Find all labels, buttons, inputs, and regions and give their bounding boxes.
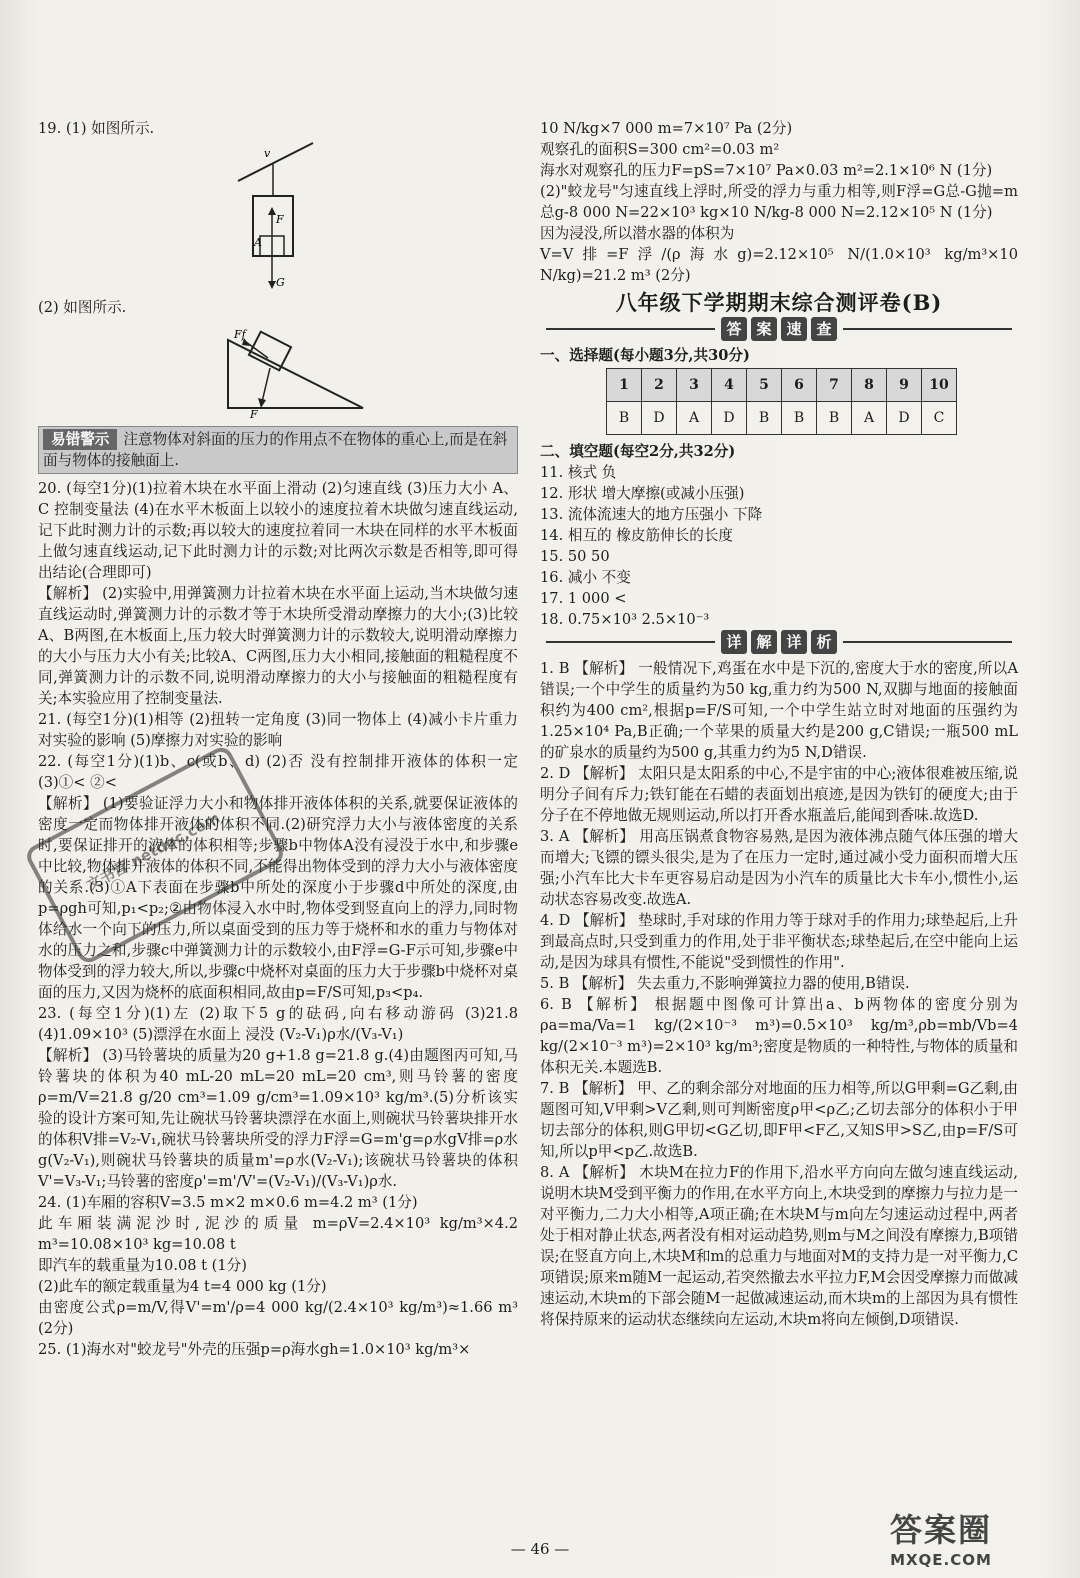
page-number: — 46 —: [510, 1540, 570, 1558]
answer-num: 6: [782, 369, 817, 402]
q22-answer: 22. (每空1分)(1)b、c(或b、d) (2)否 没有控制排开液体的体积一定 (3)①< ②<: [38, 753, 518, 791]
warning-text: 注意物体对斜面的压力的作用点不在物体的重心上,而是在斜面与物体的接触面上.: [43, 431, 508, 469]
fill-answer: 11. 核式 负: [540, 464, 617, 481]
analysis-4: 4. D 【解析】 垫球时,手对球的作用力等于球对手的作用力;球垫起后,上升到最高点时,只受到重力的作用,处于非平衡状态;球垫起后,在空中能向上运动,是因为球具有惯性,不能说"受到惯性的作用".: [540, 912, 1018, 971]
answer-val: B: [782, 402, 817, 435]
answer-val: D: [642, 402, 677, 435]
fill-answer: 18. 0.75×10³ 2.5×10⁻³: [540, 611, 710, 628]
left-column: [38, 118, 518, 1360]
q25-line1: 25. (1)海水对"蛟龙号"外壳的压强p=ρ海水gh=1.0×10³ kg/m³×: [38, 1341, 471, 1358]
answer-val: A: [677, 402, 712, 435]
analysis-2: 2. D 【解析】 太阳只是太阳系的中心,不是宇宙的中心;液体很难被压缩,说明分子间有斥力;铁钉能在石蜡的表面划出痕迹,是因为铁钉的硬度大;由于分子在不停地做无规则运动,所以打开香水瓶盖后,能闻到香味.故选D.: [540, 765, 1018, 824]
answer-val: D: [712, 402, 747, 435]
right-column: [540, 118, 1018, 1330]
label-G: G: [276, 276, 285, 289]
answer-num: 8: [852, 369, 887, 402]
q22-analysis: 【解析】 (1)要验证浮力大小和物体排开液体体积的关系,就要保证液体的密度一定而物体排开液体的体积不同.(2)研究浮力大小与液体密度的关系时,要保证排开的液体的体积相等;步骤b中物体A没有浸没于水中,和步骤e中比较,物体排开液体的体积不同,不能得出物体受到的浮力大小与液体密度的关系.(3)①A下表面在步骤b中所处的深度小于步骤d中所处的深度,由p=ρgh可知,p₁<p₂;②由物体浸入水中时,物体受到竖直向上的浮力,同时物体给水一个向下的压力,所以桌面受到的压力等于烧杯和水的重力与物体对水的压力之和,步骤c中弹簧测力计的示数较小,由F浮=G-F示可知,步骤e中物体受到的浮力较大,所以,步骤c中烧杯对桌面的压力大于步骤b中烧杯对桌面的压力,又因为烧杯的底面积相同,故由p=F/S可知,p₃<p₄.: [38, 795, 518, 1001]
analysis-3: 3. A 【解析】 用高压锅煮食物容易熟,是因为液体沸点随气体压强的增大而增大;飞镖的镖头很尖,是为了在压力一定时,通过减小受力面积而增大压强;小汽车比大卡车更容易启动是因为小汽车的质量比大卡车小,惯性小,运动状态容易改变.故选A.: [540, 828, 1018, 908]
answer-val: B: [747, 402, 782, 435]
q25-cont-5: 因为浸没,所以潜水器的体积为: [540, 225, 735, 242]
answer-val: B: [607, 402, 642, 435]
q19-part1: 19. (1) 如图所示.: [38, 120, 155, 137]
answer-number-row: [607, 369, 957, 402]
answer-val: C: [922, 402, 957, 435]
answer-num: 10: [922, 369, 957, 402]
banner-detailed-analysis: [540, 630, 1018, 654]
fill-answer: 16. 减小 不变: [540, 569, 631, 586]
analysis-6: 6. B 【解析】 根据题中图像可计算出a、b两物体的密度分别为ρa=ma/Va=1 kg/(2×10⁻³ m³)=0.5×10³ kg/m³,ρb=mb/Vb=4 kg/(2×10⁻³ m³)=2×10³ kg/m³;密度是物质的一种特性,与物体的质量和体积无关.本题选B.: [540, 996, 1018, 1076]
exam-title: 八年级下学期期末综合测评卷(B): [615, 290, 943, 315]
banner-answer-check: [540, 317, 1018, 341]
q23-analysis: 【解析】 (3)马铃薯块的质量为20 g+1.8 g=21.8 g.(4)由题图丙可知,马铃薯块的体积为40 mL-20 mL=20 mL=20 cm³,则马铃薯的密度ρ=m/V=21.8 g/20 cm³=1.09 g/cm³=1.09×10³ kg/m³.(5)分析该实验的设计方案可知,先让碗状马铃薯块漂浮在水面上,则碗状马铃薯块排开水的体积V排=V₂-V₁,碗状马铃薯块所受的浮力F浮=G=m'g=ρ水gV排=ρ水g(V₂-V₁),则碗状马铃薯块的质量m'=ρ水(V₂-V₁);该碗状马铃薯块的体积V'=V₃-V₁;马铃薯的密度ρ'=m'/V'=(V₂-V₁)/(V₃-V₁)ρ水.: [38, 1047, 518, 1190]
answer-num: 2: [642, 369, 677, 402]
banner1-char: 查: [811, 317, 837, 341]
answer-num: 5: [747, 369, 782, 402]
banner1-char: 答: [721, 317, 747, 341]
analysis-7: 7. B 【解析】 甲、乙的剩余部分对地面的压力相等,所以G甲剩=G乙剩,由题图可知,V甲剩>V乙剩,则可判断密度ρ甲<ρ乙;乙切去部分的体积小于甲切去部分的体积,则G甲切<G乙切,即F甲<F乙,又知S甲>S乙,由p=F/S可知,所以p甲<p乙.故选B.: [540, 1080, 1018, 1160]
watermark-big: 答案圈: [890, 1511, 993, 1549]
q24-line5: 由密度公式ρ=m/V,得V'=m'/ρ=4 000 kg/(2.4×10³ kg/m³)≈1.66 m³ (2分): [38, 1299, 518, 1337]
fill-answer: 17. 1 000 <: [540, 590, 627, 607]
fill-answer: 13. 流体流速大的地方压强小 下降: [540, 506, 763, 523]
q20-answer: 20. (每空1分)(1)拉着木块在水平面上滑动 (2)匀速直线 (3)压力大小 A、C 控制变量法 (4)在水平木板面上以较小的速度拉着木块做匀速直线运动,记下此时测力计的示数;再以较大的速度拉着同一木块在同样的水平木板面上做匀速直线运动,记下此时测力计的示数;对比两次示数是否相等,即可得出结论(合理即可): [38, 480, 518, 581]
watermark-small: MXQE.COM: [890, 1551, 992, 1569]
q24-line3: 即汽车的载重量为10.08 t (1分): [38, 1257, 247, 1274]
label-v: v: [264, 147, 271, 160]
q24-line1: 24. (1)车厢的容积V=3.5 m×2 m×0.6 m=4.2 m³ (1分): [38, 1194, 418, 1211]
analysis-5: 5. B 【解析】 失去重力,不影响弹簧拉力器的使用,B错误.: [540, 975, 910, 992]
q25-cont-2: 观察孔的面积S=300 cm²=0.03 m²: [540, 141, 780, 158]
figure-box-on-rope: [218, 141, 328, 291]
answer-num: 7: [817, 369, 852, 402]
fill-answer: 12. 形状 增大摩擦(或减小压强): [540, 485, 745, 502]
q20-analysis: 【解析】 (2)实验中,用弹簧测力计拉着木块在水平面上运动,当木块做匀速直线运动时,弹簧测力计的示数才等于木块所受滑动摩擦力的大小;(3)比较A、B两图,在木板面上,压力较大时弹簧测力计的示数较大,说明滑动摩擦力的大小与压力大小有关;比较A、C两图,压力大小相同,接触面的粗糙程度不同,弹簧测力计的示数不同,说明滑动摩擦力的大小与接触面的粗糙程度有关;本实验应用了控制变量法.: [38, 585, 518, 707]
warning-title: 易错警示: [43, 429, 117, 450]
banner1-char: 案: [751, 317, 777, 341]
answer-value-row: [607, 402, 957, 435]
answer-num: 3: [677, 369, 712, 402]
q25-cont-3: 海水对观察孔的压力F=pS=7×10⁷ Pa×0.03 m²=2.1×10⁶ N (1分): [540, 162, 993, 179]
warning-box: [38, 426, 518, 474]
banner2-char: 析: [811, 630, 837, 654]
section-fill: 二、填空题(每空2分,共32分): [540, 443, 736, 460]
answer-val: D: [887, 402, 922, 435]
q21-answer: 21. (每空1分)(1)相等 (2)扭转一定角度 (3)同一物体上 (4)减小卡片重力对实验的影响 (5)摩擦力对实验的影响: [38, 711, 518, 749]
watermark-logo: [890, 1505, 992, 1569]
stamp-seal: 文书营 netdoc.com: [23, 744, 287, 967]
answer-num: 9: [887, 369, 922, 402]
q19-part2: (2) 如图所示.: [38, 299, 127, 316]
q25-cont-6: V=V排=F浮/(ρ海水g)=2.12×10⁵ N/(1.0×10³ kg/m³×10 N/kg)=21.2 m³ (2分): [540, 246, 1018, 284]
answer-num: 1: [607, 369, 642, 402]
banner2-char: 详: [781, 630, 807, 654]
analysis-1: 1. B 【解析】 一般情况下,鸡蛋在水中是下沉的,密度大于水的密度,所以A错误;一个中学生的质量约为50 kg,重力约为500 N,双脚与地面的接触面积约为400 cm²,根据p=F/S可知,一个中学生站立时对地面的压强约为1.25×10⁴ Pa,B正确;一个苹果的质量大约是200 g,C错误;一瓶500 mL的矿泉水的质量约为500 g,其重力约为5 N,D错误.: [540, 660, 1018, 761]
q24-line4: (2)此车的额定载重量为4 t=4 000 kg (1分): [38, 1278, 327, 1295]
answer-table: [606, 368, 957, 435]
fill-answer: 15. 50 50: [540, 548, 610, 565]
answer-val: B: [817, 402, 852, 435]
q25-cont-4: (2)"蛟龙号"匀速直线上浮时,所受的浮力与重力相等,则F浮=G总-G抛=m总g-8 000 N=22×10³ kg×10 N/kg-8 000 N=2.12×10⁵ N (1分): [540, 183, 1018, 221]
label-F2: F: [250, 408, 258, 420]
banner2-char: 详: [721, 630, 747, 654]
q25-cont-1: 10 N/kg×7 000 m=7×10⁷ Pa (2分): [540, 120, 793, 137]
banner1-char: 速: [781, 317, 807, 341]
fill-answer: 14. 相互的 橡皮筋伸长的长度: [540, 527, 734, 544]
label-Ff: Ff: [234, 328, 246, 341]
label-A: A: [254, 236, 262, 249]
banner2-char: 解: [751, 630, 777, 654]
q24-line2: 此车厢装满泥沙时,泥沙的质量 m=ρV=2.4×10³ kg/m³×4.2 m³=10.08×10³ kg=10.08 t: [38, 1215, 518, 1253]
answer-val: A: [852, 402, 887, 435]
analysis-8: 8. A 【解析】 木块M在拉力F的作用下,沿水平方向向左做匀速直线运动,说明木块M受到平衡力的作用,在水平方向上,木块受到的摩擦力与拉力是一对平衡力,二力大小相等,A项正确;在木块M与m向左匀速运动过程中,两者处于相对静止状态,两者没有相对运动趋势,则m与M之间没有摩擦力,B项错误;在竖直方向上,木块M和m的总重力与地面对M的支持力是一对平衡力,C项错误;原来m随M一起运动,若突然撤去水平拉力F,M会因受摩擦力而做减速运动,木块m的下部会随M一起做减速运动,而木块m的上部因为具有惯性将保持原来的运动状态继续向左运动,木块m将向左倾倒,D项错误.: [540, 1164, 1018, 1328]
q23-answer: 23. (每空1分)(1)左 (2)取下5 g的砝码,向右移动游码 (3)21.8 (4)1.09×10³ (5)漂浮在水面上 浸没 (V₂-V₁)ρ水/(V₃-V₁): [38, 1005, 518, 1043]
section-choice: 一、选择题(每小题3分,共30分): [540, 347, 750, 364]
answer-num: 4: [712, 369, 747, 402]
figure-block-on-incline: [218, 320, 368, 420]
label-F: F: [276, 213, 284, 226]
